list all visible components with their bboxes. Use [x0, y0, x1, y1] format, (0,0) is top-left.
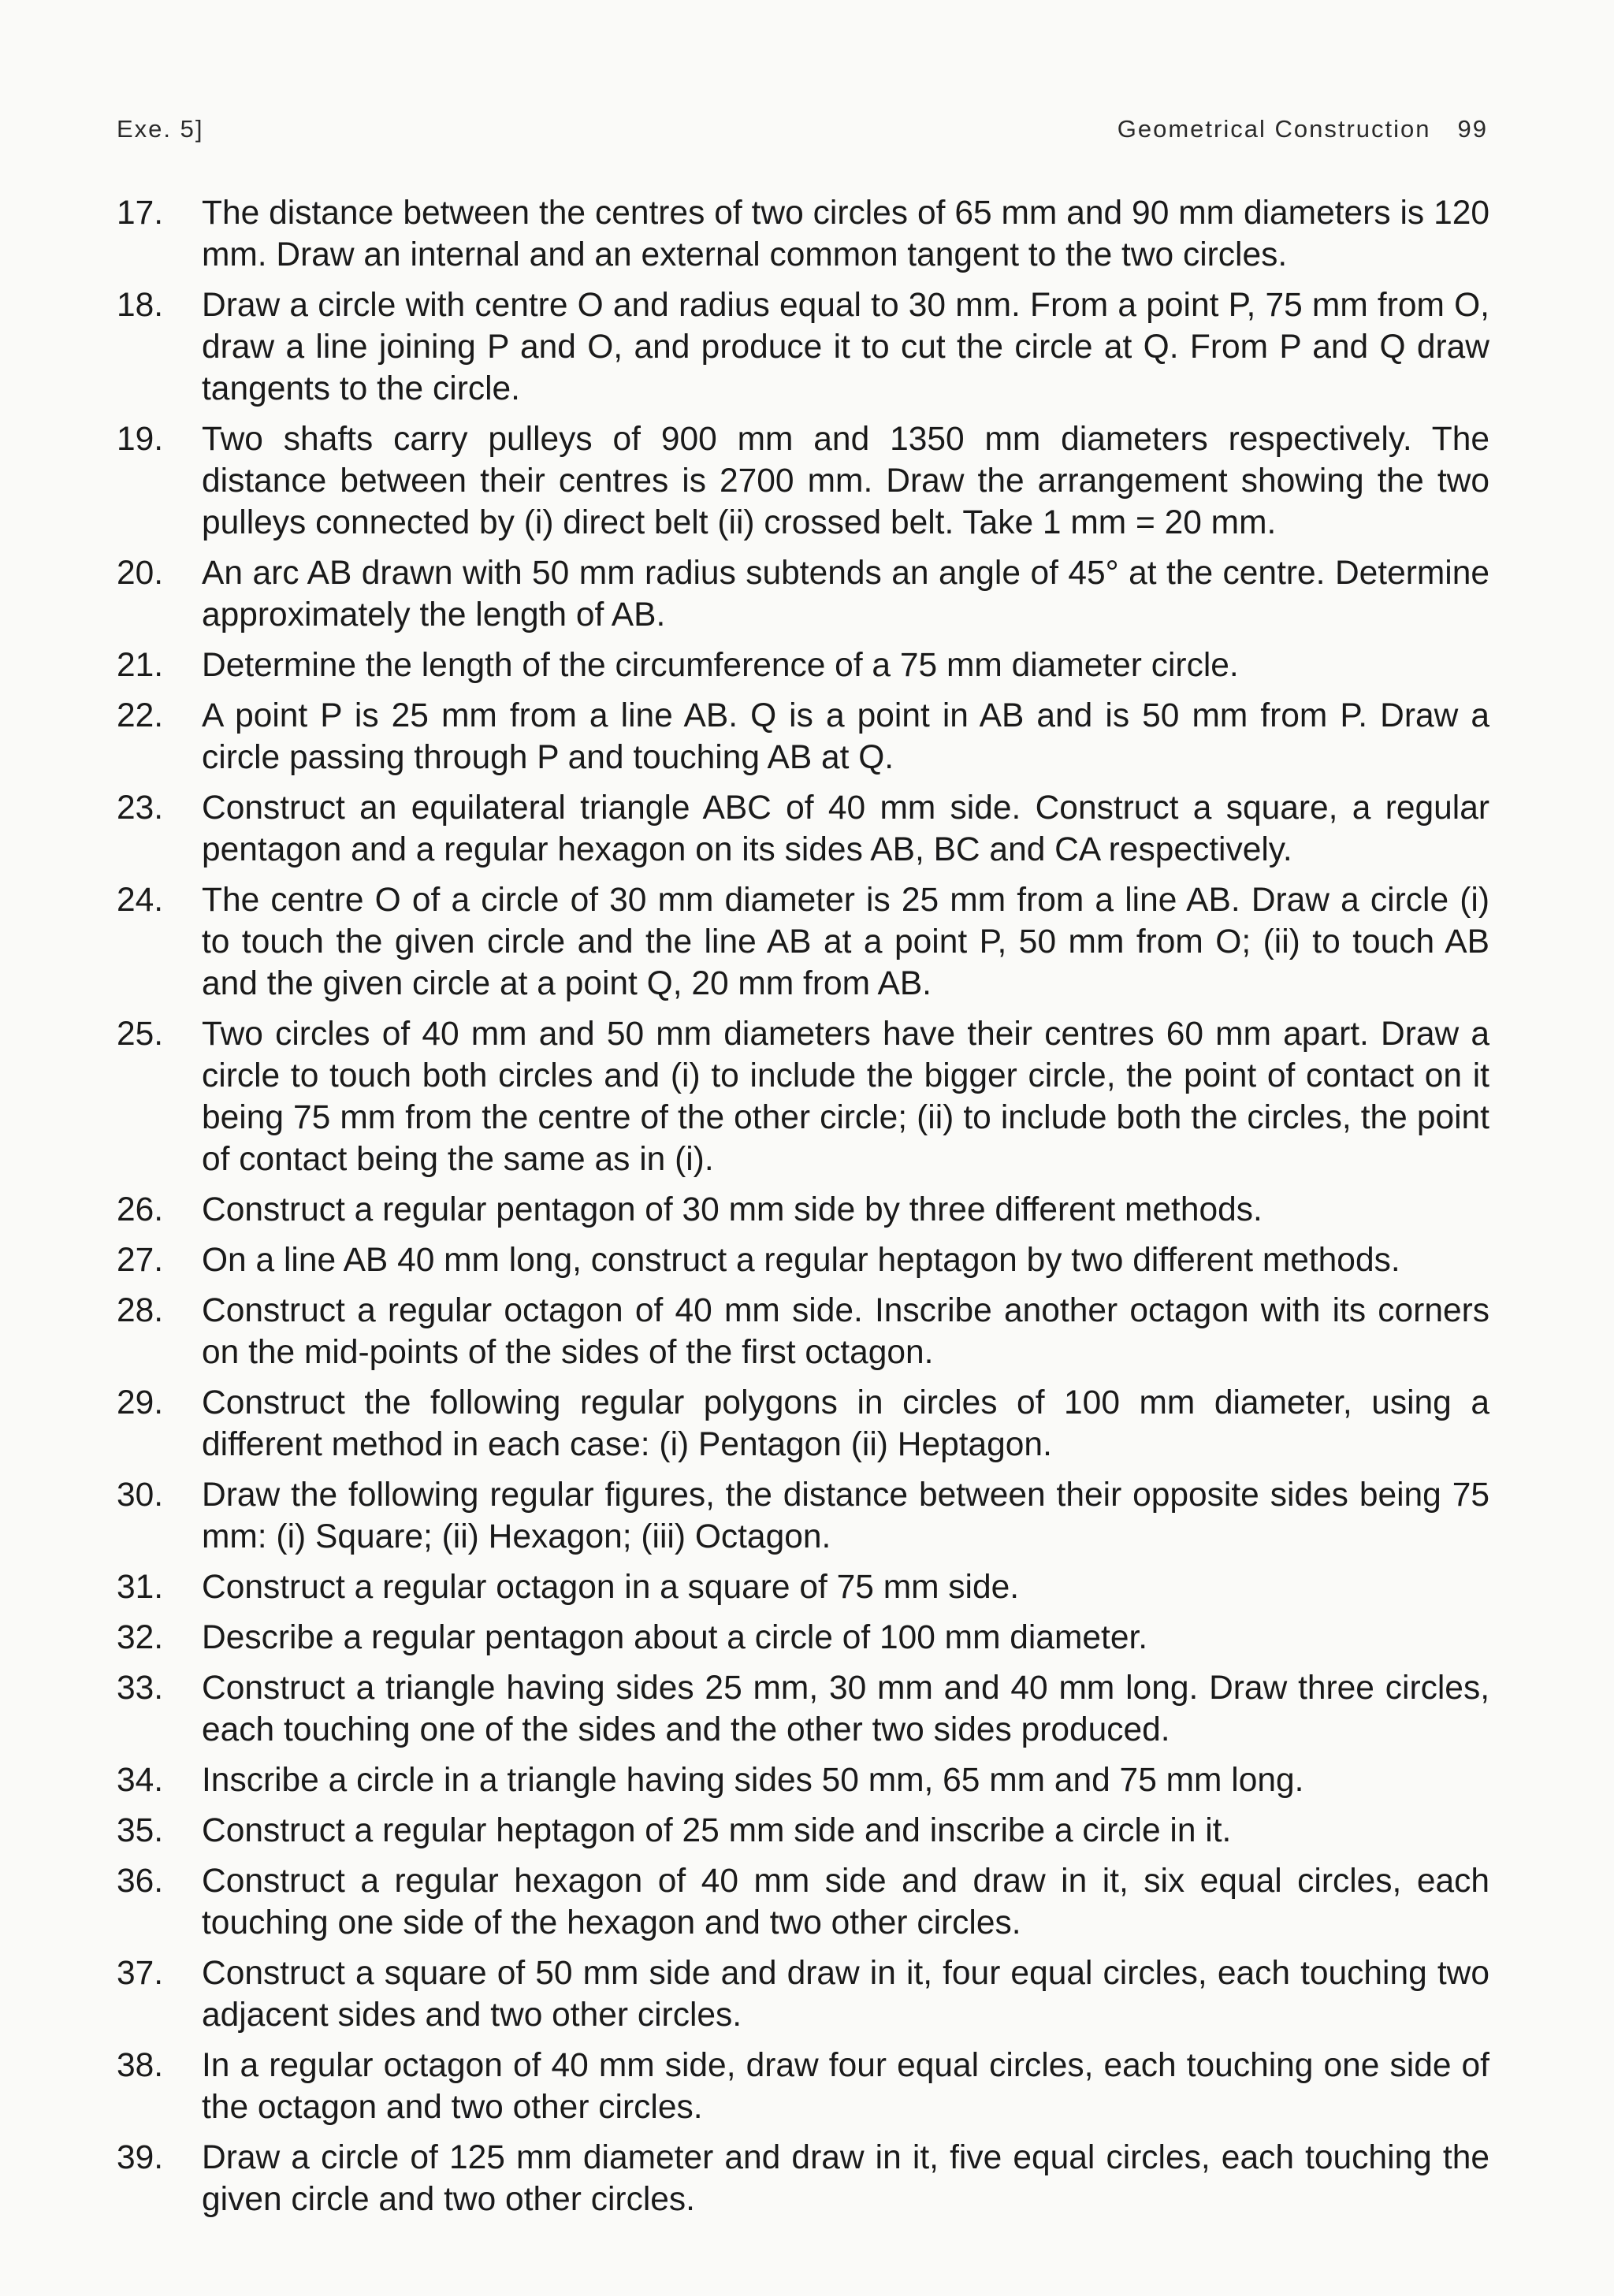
exercise-number: 38. — [117, 2047, 164, 2084]
exercise-list — [117, 192, 1489, 2229]
running-head — [117, 115, 1488, 150]
exercise-number: 31. — [117, 1569, 164, 1606]
exercise-item — [117, 1382, 1489, 1466]
exercise-item — [117, 1566, 1489, 1608]
exercise-item — [117, 552, 1489, 636]
exercise-text: Construct a regular heptagon of 25 mm side and inscribe a circle in it. — [202, 1812, 1232, 1849]
exercise-item — [117, 1860, 1489, 1944]
exercise-text: The distance between the centres of two circles of 65 mm and 90 mm diameters is 120 mm. Draw an internal and an external common tangent to the two circles. — [202, 195, 1489, 273]
exercise-text: Inscribe a circle in a triangle having sides 50 mm, 65 mm and 75 mm long. — [202, 1762, 1304, 1799]
page-number: 99 — [1457, 115, 1488, 143]
exercise-text: Determine the length of the circumference of a 75 mm diameter circle. — [202, 647, 1239, 684]
exercise-text: Construct a regular octagon of 40 mm side. Inscribe another octagon with its corners on the mid-points of the sides of the first octagon. — [202, 1292, 1489, 1371]
exercise-text: Construct a square of 50 mm side and draw in it, four equal circles, each touching two adjacent sides and two other circles. — [202, 1955, 1489, 2034]
exercise-number: 18. — [117, 287, 164, 324]
exercise-text: Two shafts carry pulleys of 900 mm and 1350 mm diameters respectively. The distance between their centres is 2700 mm. Draw the arrangement showing the two pulleys connected by (i) direct belt (ii) crossed belt. Take 1 mm = 20 mm. — [202, 421, 1489, 541]
exercise-text: A point P is 25 mm from a line AB. Q is a point in AB and is 50 mm from P. Draw a circle passing through P and touching AB at Q. — [202, 697, 1489, 776]
exercise-item — [117, 2045, 1489, 2128]
chapter-title-and-page — [1118, 115, 1488, 143]
exercise-number: 28. — [117, 1292, 164, 1329]
exercise-item — [117, 1189, 1489, 1231]
exercise-text: Construct the following regular polygons in circles of 100 mm diameter, using a different method in each case: (i) Pentagon (ii) Heptagon. — [202, 1384, 1489, 1463]
exercise-text: Construct a regular octagon in a square of 75 mm side. — [202, 1569, 1020, 1606]
exercise-number: 24. — [117, 882, 164, 919]
exercise-number: 34. — [117, 1762, 164, 1799]
exercise-item — [117, 2137, 1489, 2220]
exercise-number: 21. — [117, 647, 164, 684]
exercise-item — [117, 418, 1489, 544]
exercise-item — [117, 1013, 1489, 1180]
exercise-item — [117, 1952, 1489, 2036]
exercise-number: 37. — [117, 1955, 164, 1992]
exercise-text: Describe a regular pentagon about a circle of 100 mm diameter. — [202, 1619, 1148, 1656]
exercise-number: 36. — [117, 1863, 164, 1900]
chapter-title: Geometrical Construction — [1117, 115, 1431, 143]
exercise-text: The centre O of a circle of 30 mm diameter is 25 mm from a line AB. Draw a circle (i) to touch the given circle and the line AB at a point P, 50 mm from O; (ii) to touch AB and the given circle at a point Q, 20 mm from AB. — [202, 882, 1489, 1002]
exercise-item — [117, 787, 1489, 871]
exercise-text: In a regular octagon of 40 mm side, draw four equal circles, each touching one side of the octagon and two other circles. — [202, 2047, 1489, 2126]
exercise-text: Draw a circle of 125 mm diameter and draw in it, five equal circles, each touching the given circle and two other circles. — [202, 2139, 1489, 2218]
exercise-item — [117, 1759, 1489, 1801]
exercise-text: Draw the following regular figures, the distance between their opposite sides being 75 mm: (i) Square; (ii) Hexagon; (iii) Octagon. — [202, 1477, 1489, 1555]
exercise-number: 26. — [117, 1191, 164, 1228]
exercise-number: 32. — [117, 1619, 164, 1656]
exercise-item — [117, 192, 1489, 276]
exercise-item — [117, 1239, 1489, 1281]
exercise-text: Construct a regular hexagon of 40 mm side and draw in it, six equal circles, each touching one side of the hexagon and two other circles. — [202, 1863, 1489, 1941]
exercise-reference: Exe. 5] — [117, 115, 204, 143]
exercise-text: Two circles of 40 mm and 50 mm diameters have their centres 60 mm apart. Draw a circle to touch both circles and (i) to include the bigger circle, the point of contact on it being 75 mm from the centre of the other circle; (ii) to include both the circles, the point of contact being the same as in (i). — [202, 1016, 1489, 1178]
exercise-number: 25. — [117, 1016, 164, 1053]
exercise-number: 22. — [117, 697, 164, 734]
exercise-number: 27. — [117, 1242, 164, 1279]
exercise-text: An arc AB drawn with 50 mm radius subtends an angle of 45° at the centre. Determine approximately the length of AB. — [202, 555, 1489, 633]
exercise-item — [117, 1474, 1489, 1558]
exercise-item — [117, 284, 1489, 410]
exercise-text: On a line AB 40 mm long, construct a regular heptagon by two different methods. — [202, 1242, 1400, 1279]
exercise-item — [117, 1810, 1489, 1852]
exercise-item — [117, 1617, 1489, 1659]
exercise-text: Draw a circle with centre O and radius equal to 30 mm. From a point P, 75 mm from O, draw a line joining P and O, and produce it to cut the circle at Q. From P and Q draw tangents to the circle. — [202, 287, 1489, 407]
exercise-number: 35. — [117, 1812, 164, 1849]
exercise-item — [117, 879, 1489, 1005]
exercise-number: 30. — [117, 1477, 164, 1514]
exercise-number: 23. — [117, 789, 164, 827]
exercise-text: Construct a regular pentagon of 30 mm side by three different methods. — [202, 1191, 1263, 1228]
exercise-text: Construct an equilateral triangle ABC of 40 mm side. Construct a square, a regular pentagon and a regular hexagon on its sides AB, BC and CA respectively. — [202, 789, 1489, 868]
exercise-number: 33. — [117, 1670, 164, 1707]
exercise-item — [117, 1667, 1489, 1751]
exercise-item — [117, 645, 1489, 686]
exercise-number: 20. — [117, 555, 164, 592]
exercise-text: Construct a triangle having sides 25 mm, 30 mm and 40 mm long. Draw three circles, each touching one of the sides and the other two sides produced. — [202, 1670, 1489, 1748]
exercise-item — [117, 1290, 1489, 1373]
exercise-item — [117, 695, 1489, 778]
exercise-number: 17. — [117, 195, 164, 232]
exercise-number: 19. — [117, 421, 164, 458]
exercise-number: 29. — [117, 1384, 164, 1421]
exercise-number: 39. — [117, 2139, 164, 2176]
